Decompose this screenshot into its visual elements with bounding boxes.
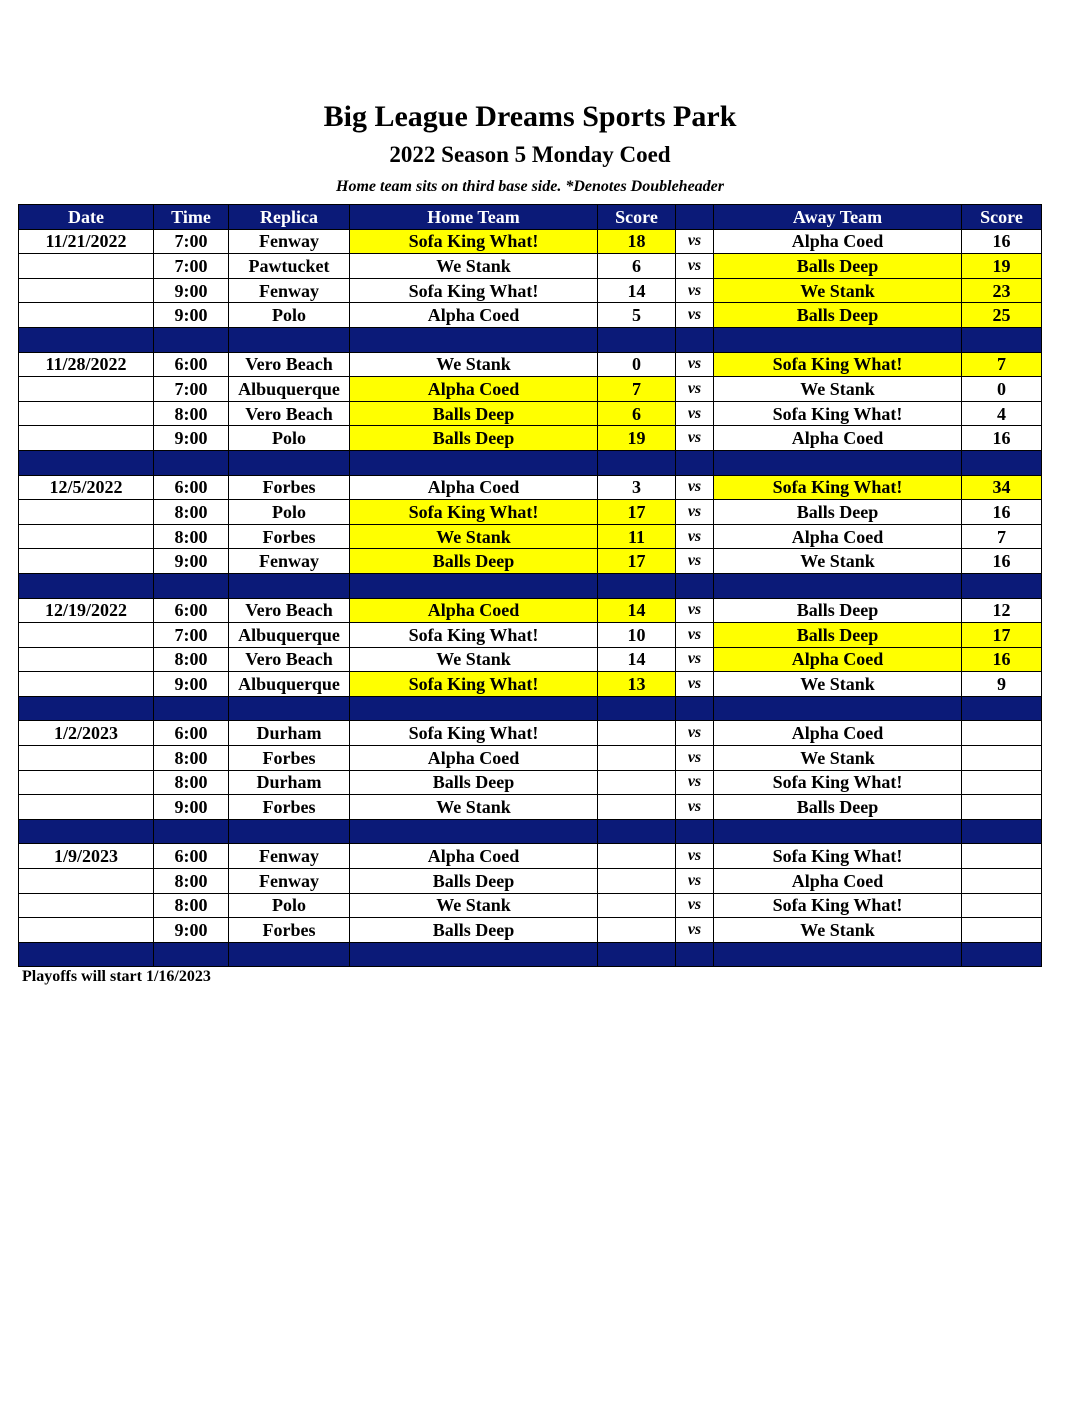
replica-cell: Fenway — [229, 549, 350, 574]
home-team-cell: Sofa King What! — [350, 721, 598, 746]
col-header-replica: Replica — [229, 205, 350, 230]
vs-cell: vs — [676, 623, 714, 648]
replica-cell: Durham — [229, 721, 350, 746]
home-score-cell — [598, 918, 676, 943]
home-team-cell: Alpha Coed — [350, 303, 598, 328]
vs-cell: vs — [676, 254, 714, 279]
home-team-cell: Alpha Coed — [350, 377, 598, 402]
col-header-time: Time — [154, 205, 229, 230]
away-team-cell: Alpha Coed — [714, 721, 962, 746]
replica-cell: Polo — [229, 500, 350, 525]
separator-cell — [19, 450, 154, 475]
home-team-cell: Alpha Coed — [350, 475, 598, 500]
away-team-cell: Sofa King What! — [714, 844, 962, 869]
home-team-cell: Alpha Coed — [350, 844, 598, 869]
away-score-cell — [962, 918, 1042, 943]
game-row — [19, 918, 1042, 943]
separator-cell — [714, 819, 962, 844]
home-team-cell: We Stank — [350, 893, 598, 918]
away-score-cell: 9 — [962, 672, 1042, 697]
away-score-cell — [962, 721, 1042, 746]
home-score-cell: 3 — [598, 475, 676, 500]
away-score-cell — [962, 869, 1042, 894]
vs-cell: vs — [676, 795, 714, 820]
home-team-cell: Balls Deep — [350, 549, 598, 574]
vs-cell: vs — [676, 401, 714, 426]
vs-cell: vs — [676, 893, 714, 918]
separator-cell — [962, 327, 1042, 352]
separator-cell — [19, 819, 154, 844]
replica-cell: Albuquerque — [229, 672, 350, 697]
away-team-cell: Alpha Coed — [714, 647, 962, 672]
date-cell — [19, 672, 154, 697]
separator-cell — [962, 573, 1042, 598]
away-score-cell: 16 — [962, 549, 1042, 574]
home-team-cell: Balls Deep — [350, 918, 598, 943]
away-score-cell: 12 — [962, 598, 1042, 623]
replica-cell: Vero Beach — [229, 352, 350, 377]
separator-cell — [350, 819, 598, 844]
away-score-cell: 23 — [962, 278, 1042, 303]
separator-cell — [598, 819, 676, 844]
home-team-cell: Sofa King What! — [350, 229, 598, 254]
away-team-cell: Sofa King What! — [714, 770, 962, 795]
page-subtitle: 2022 Season 5 Monday Coed — [389, 142, 671, 167]
time-cell: 6:00 — [154, 598, 229, 623]
time-cell: 9:00 — [154, 795, 229, 820]
away-score-cell: 4 — [962, 401, 1042, 426]
separator-cell — [598, 327, 676, 352]
home-team-cell: Sofa King What! — [350, 623, 598, 648]
home-score-cell: 5 — [598, 303, 676, 328]
vs-cell: vs — [676, 672, 714, 697]
game-row — [19, 893, 1042, 918]
away-team-cell: Alpha Coed — [714, 869, 962, 894]
replica-cell: Durham — [229, 770, 350, 795]
replica-cell: Polo — [229, 426, 350, 451]
schedule-table — [18, 204, 1042, 967]
separator-cell — [598, 573, 676, 598]
home-score-cell: 14 — [598, 278, 676, 303]
separator-cell — [714, 696, 962, 721]
away-team-cell: Balls Deep — [714, 598, 962, 623]
away-team-cell: Balls Deep — [714, 795, 962, 820]
page-note: Home team sits on third base side. *Denotes Doubleheader — [336, 178, 724, 195]
separator-cell — [714, 327, 962, 352]
page-title: Big League Dreams Sports Park — [323, 100, 737, 133]
date-cell — [19, 549, 154, 574]
away-score-cell: 25 — [962, 303, 1042, 328]
replica-cell: Forbes — [229, 918, 350, 943]
away-team-cell: We Stank — [714, 918, 962, 943]
home-team-cell: Sofa King What! — [350, 672, 598, 697]
time-cell: 6:00 — [154, 844, 229, 869]
separator-cell — [154, 573, 229, 598]
vs-cell: vs — [676, 549, 714, 574]
home-score-cell: 19 — [598, 426, 676, 451]
home-team-cell: We Stank — [350, 352, 598, 377]
date-cell — [19, 746, 154, 771]
separator-cell — [676, 942, 714, 967]
game-row — [19, 475, 1042, 500]
game-row — [19, 672, 1042, 697]
game-row — [19, 278, 1042, 303]
time-cell: 6:00 — [154, 721, 229, 746]
replica-cell: Forbes — [229, 795, 350, 820]
home-score-cell: 18 — [598, 229, 676, 254]
game-row — [19, 426, 1042, 451]
away-team-cell: Alpha Coed — [714, 524, 962, 549]
away-team-cell: Balls Deep — [714, 254, 962, 279]
time-cell: 9:00 — [154, 672, 229, 697]
separator-cell — [229, 327, 350, 352]
separator-cell — [962, 942, 1042, 967]
separator-cell — [229, 573, 350, 598]
vs-cell: vs — [676, 229, 714, 254]
time-cell: 8:00 — [154, 401, 229, 426]
vs-cell: vs — [676, 377, 714, 402]
game-row — [19, 377, 1042, 402]
date-cell — [19, 893, 154, 918]
home-score-cell: 6 — [598, 401, 676, 426]
separator-cell — [714, 573, 962, 598]
col-header-vs — [676, 205, 714, 230]
week-separator-row — [19, 573, 1042, 598]
separator-cell — [714, 450, 962, 475]
away-team-cell: We Stank — [714, 746, 962, 771]
away-score-cell — [962, 746, 1042, 771]
away-team-cell: We Stank — [714, 278, 962, 303]
date-cell: 11/28/2022 — [19, 352, 154, 377]
date-cell — [19, 647, 154, 672]
time-cell: 8:00 — [154, 893, 229, 918]
game-row — [19, 229, 1042, 254]
separator-cell — [350, 327, 598, 352]
separator-cell — [19, 327, 154, 352]
separator-cell — [19, 696, 154, 721]
vs-cell: vs — [676, 278, 714, 303]
separator-cell — [229, 819, 350, 844]
home-score-cell — [598, 893, 676, 918]
time-cell: 8:00 — [154, 647, 229, 672]
home-score-cell: 17 — [598, 549, 676, 574]
replica-cell: Polo — [229, 893, 350, 918]
home-score-cell: 7 — [598, 377, 676, 402]
replica-cell: Polo — [229, 303, 350, 328]
separator-cell — [154, 819, 229, 844]
away-score-cell: 19 — [962, 254, 1042, 279]
game-row — [19, 869, 1042, 894]
vs-cell: vs — [676, 303, 714, 328]
separator-cell — [154, 327, 229, 352]
date-cell — [19, 426, 154, 451]
home-team-cell: Balls Deep — [350, 869, 598, 894]
replica-cell: Vero Beach — [229, 647, 350, 672]
separator-cell — [350, 450, 598, 475]
separator-cell — [598, 942, 676, 967]
away-team-cell: We Stank — [714, 672, 962, 697]
home-team-cell: Balls Deep — [350, 401, 598, 426]
away-team-cell: We Stank — [714, 549, 962, 574]
time-cell: 8:00 — [154, 500, 229, 525]
home-score-cell: 6 — [598, 254, 676, 279]
time-cell: 9:00 — [154, 918, 229, 943]
date-cell — [19, 795, 154, 820]
time-cell: 9:00 — [154, 278, 229, 303]
home-team-cell: Sofa King What! — [350, 278, 598, 303]
away-score-cell: 7 — [962, 524, 1042, 549]
away-score-cell — [962, 844, 1042, 869]
vs-cell: vs — [676, 475, 714, 500]
away-team-cell: Alpha Coed — [714, 426, 962, 451]
vs-cell: vs — [676, 524, 714, 549]
date-cell — [19, 770, 154, 795]
home-score-cell: 14 — [598, 598, 676, 623]
time-cell: 7:00 — [154, 254, 229, 279]
separator-cell — [676, 327, 714, 352]
away-score-cell: 0 — [962, 377, 1042, 402]
separator-cell — [962, 819, 1042, 844]
separator-cell — [676, 450, 714, 475]
time-cell: 9:00 — [154, 549, 229, 574]
separator-cell — [598, 450, 676, 475]
away-score-cell: 7 — [962, 352, 1042, 377]
col-header-date: Date — [19, 205, 154, 230]
vs-cell: vs — [676, 918, 714, 943]
game-row — [19, 352, 1042, 377]
date-cell — [19, 918, 154, 943]
week-separator-row — [19, 696, 1042, 721]
vs-cell: vs — [676, 770, 714, 795]
time-cell: 6:00 — [154, 475, 229, 500]
date-cell — [19, 500, 154, 525]
home-team-cell: Balls Deep — [350, 426, 598, 451]
date-cell: 1/2/2023 — [19, 721, 154, 746]
away-team-cell: Sofa King What! — [714, 401, 962, 426]
home-score-cell: 17 — [598, 500, 676, 525]
replica-cell: Forbes — [229, 475, 350, 500]
col-header-home-team: Home Team — [350, 205, 598, 230]
home-team-cell: We Stank — [350, 524, 598, 549]
col-header-away-team: Away Team — [714, 205, 962, 230]
date-cell — [19, 524, 154, 549]
separator-cell — [19, 942, 154, 967]
date-cell — [19, 278, 154, 303]
separator-cell — [19, 573, 154, 598]
home-team-cell: We Stank — [350, 254, 598, 279]
home-team-cell: Alpha Coed — [350, 598, 598, 623]
date-cell — [19, 303, 154, 328]
separator-cell — [350, 573, 598, 598]
footer-note: Playoffs will start 1/16/2023 — [22, 968, 211, 985]
home-team-cell: We Stank — [350, 795, 598, 820]
time-cell: 8:00 — [154, 869, 229, 894]
time-cell: 6:00 — [154, 352, 229, 377]
game-row — [19, 254, 1042, 279]
date-cell — [19, 401, 154, 426]
time-cell: 7:00 — [154, 623, 229, 648]
vs-cell: vs — [676, 647, 714, 672]
separator-cell — [350, 696, 598, 721]
separator-cell — [962, 696, 1042, 721]
home-score-cell — [598, 770, 676, 795]
separator-cell — [154, 450, 229, 475]
game-row — [19, 598, 1042, 623]
separator-cell — [154, 942, 229, 967]
home-score-cell: 0 — [598, 352, 676, 377]
week-separator-row — [19, 327, 1042, 352]
vs-cell: vs — [676, 500, 714, 525]
home-score-cell — [598, 844, 676, 869]
vs-cell: vs — [676, 721, 714, 746]
away-score-cell — [962, 770, 1042, 795]
date-cell — [19, 623, 154, 648]
home-score-cell: 14 — [598, 647, 676, 672]
col-header-away-score: Score — [962, 205, 1042, 230]
home-score-cell — [598, 746, 676, 771]
vs-cell: vs — [676, 426, 714, 451]
game-row — [19, 647, 1042, 672]
replica-cell: Forbes — [229, 746, 350, 771]
date-cell: 12/5/2022 — [19, 475, 154, 500]
away-score-cell: 16 — [962, 647, 1042, 672]
week-separator-row — [19, 819, 1042, 844]
replica-cell: Forbes — [229, 524, 350, 549]
col-header-home-score: Score — [598, 205, 676, 230]
replica-cell: Fenway — [229, 229, 350, 254]
away-team-cell: Sofa King What! — [714, 352, 962, 377]
separator-cell — [154, 696, 229, 721]
away-team-cell: Balls Deep — [714, 500, 962, 525]
away-score-cell: 16 — [962, 229, 1042, 254]
home-score-cell: 11 — [598, 524, 676, 549]
away-team-cell: Balls Deep — [714, 303, 962, 328]
away-team-cell: Sofa King What! — [714, 893, 962, 918]
away-team-cell: Balls Deep — [714, 623, 962, 648]
game-row — [19, 770, 1042, 795]
vs-cell: vs — [676, 598, 714, 623]
away-team-cell: Sofa King What! — [714, 475, 962, 500]
vs-cell: vs — [676, 869, 714, 894]
home-score-cell: 13 — [598, 672, 676, 697]
separator-cell — [598, 696, 676, 721]
replica-cell: Fenway — [229, 844, 350, 869]
home-score-cell — [598, 721, 676, 746]
time-cell: 7:00 — [154, 377, 229, 402]
game-row — [19, 623, 1042, 648]
away-score-cell: 34 — [962, 475, 1042, 500]
home-team-cell: Balls Deep — [350, 770, 598, 795]
home-score-cell — [598, 869, 676, 894]
separator-cell — [229, 450, 350, 475]
game-row — [19, 795, 1042, 820]
time-cell: 9:00 — [154, 426, 229, 451]
date-cell — [19, 869, 154, 894]
home-team-cell: Alpha Coed — [350, 746, 598, 771]
replica-cell: Vero Beach — [229, 401, 350, 426]
vs-cell: vs — [676, 844, 714, 869]
away-score-cell — [962, 893, 1042, 918]
game-row — [19, 746, 1042, 771]
away-score-cell: 16 — [962, 500, 1042, 525]
separator-cell — [229, 696, 350, 721]
date-cell: 12/19/2022 — [19, 598, 154, 623]
home-score-cell: 10 — [598, 623, 676, 648]
time-cell: 7:00 — [154, 229, 229, 254]
time-cell: 9:00 — [154, 303, 229, 328]
replica-cell: Fenway — [229, 869, 350, 894]
week-separator-row — [19, 450, 1042, 475]
separator-cell — [962, 450, 1042, 475]
vs-cell: vs — [676, 746, 714, 771]
replica-cell: Albuquerque — [229, 623, 350, 648]
replica-cell: Fenway — [229, 278, 350, 303]
separator-cell — [676, 819, 714, 844]
away-score-cell — [962, 795, 1042, 820]
schedule-body — [19, 229, 1042, 967]
away-team-cell: We Stank — [714, 377, 962, 402]
date-cell — [19, 254, 154, 279]
separator-cell — [676, 696, 714, 721]
away-score-cell: 17 — [962, 623, 1042, 648]
game-row — [19, 500, 1042, 525]
away-score-cell: 16 — [962, 426, 1042, 451]
separator-cell — [714, 942, 962, 967]
vs-cell: vs — [676, 352, 714, 377]
separator-cell — [350, 942, 598, 967]
replica-cell: Albuquerque — [229, 377, 350, 402]
game-row — [19, 401, 1042, 426]
replica-cell: Vero Beach — [229, 598, 350, 623]
home-score-cell — [598, 795, 676, 820]
separator-cell — [229, 942, 350, 967]
game-row — [19, 844, 1042, 869]
date-cell: 11/21/2022 — [19, 229, 154, 254]
replica-cell: Pawtucket — [229, 254, 350, 279]
away-team-cell: Alpha Coed — [714, 229, 962, 254]
home-team-cell: Sofa King What! — [350, 500, 598, 525]
separator-cell — [676, 573, 714, 598]
time-cell: 8:00 — [154, 746, 229, 771]
time-cell: 8:00 — [154, 524, 229, 549]
game-row — [19, 721, 1042, 746]
home-team-cell: We Stank — [350, 647, 598, 672]
game-row — [19, 524, 1042, 549]
game-row — [19, 303, 1042, 328]
game-row — [19, 549, 1042, 574]
time-cell: 8:00 — [154, 770, 229, 795]
date-cell — [19, 377, 154, 402]
header-row — [19, 205, 1042, 230]
week-separator-row — [19, 942, 1042, 967]
date-cell: 1/9/2023 — [19, 844, 154, 869]
